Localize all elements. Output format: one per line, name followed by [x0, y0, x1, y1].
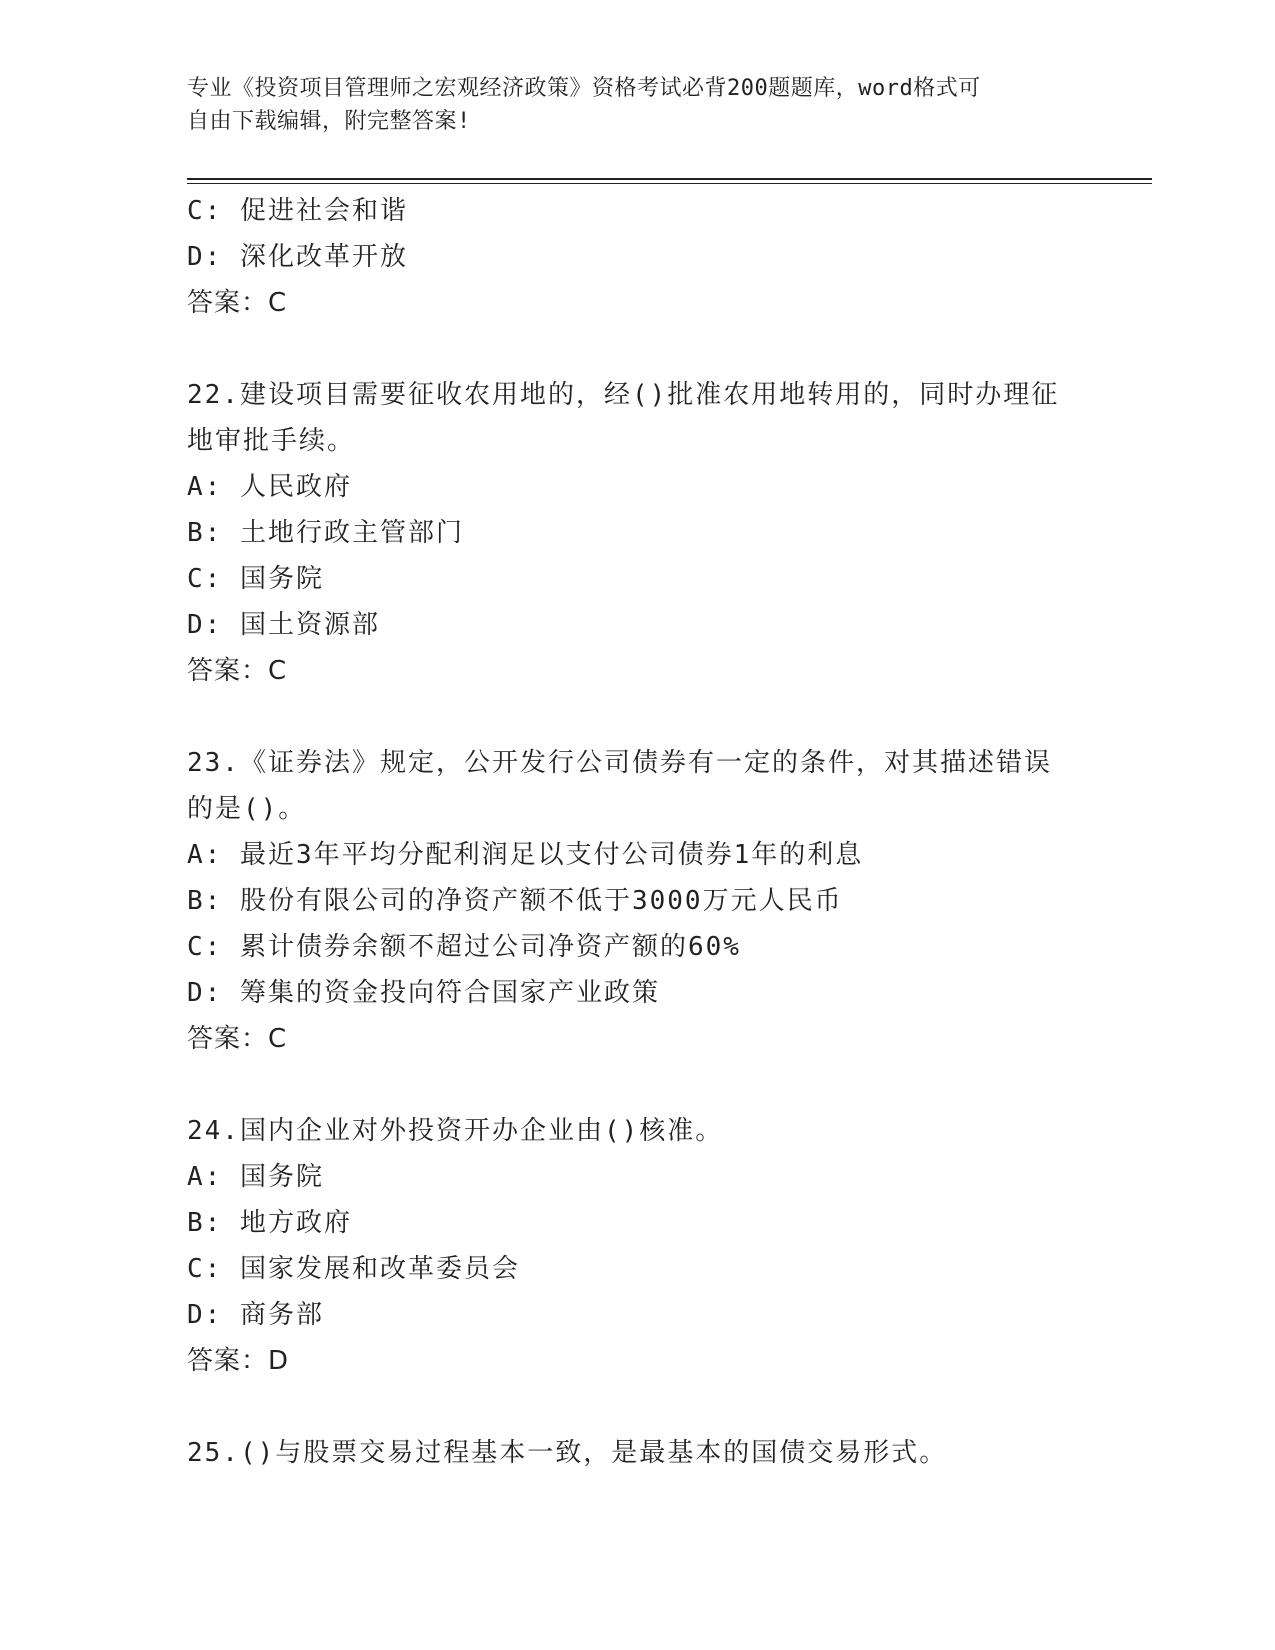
question-list [187, 188, 1087, 1476]
question-23 [187, 740, 1087, 1062]
option-d: D: 筹集的资金投向符合国家产业政策 [187, 978, 660, 1008]
question-stem-continued: 的是()。 [187, 794, 307, 824]
answer: 答案：D [187, 1346, 290, 1376]
question-22 [187, 372, 1087, 694]
question-24 [187, 1108, 1087, 1384]
option-d: D: 商务部 [187, 1300, 324, 1330]
question-21-tail [187, 188, 1087, 326]
document-header [187, 72, 1067, 138]
header-title-line-2: 自由下载编辑，附完整答案! [187, 109, 471, 134]
question-stem: 24.国内企业对外投资开办企业由()核准。 [187, 1116, 724, 1146]
answer: 答案：C [187, 1024, 288, 1054]
header-divider-thin [187, 183, 1152, 184]
option-a: A: 人民政府 [187, 472, 352, 502]
option-c: C: 国家发展和改革委员会 [187, 1254, 520, 1284]
option-d: D: 深化改革开放 [187, 242, 408, 272]
question-stem: 25.()与股票交易过程基本一致，是最基本的国债交易形式。 [187, 1438, 948, 1468]
question-stem-continued: 地审批手续。 [187, 426, 356, 456]
option-d: D: 国土资源部 [187, 610, 380, 640]
answer: 答案：C [187, 656, 288, 686]
question-stem: 22.建设项目需要征收农用地的，经()批准农用地转用的，同时办理征 [187, 380, 1060, 410]
header-title-line-1: 专业《投资项目管理师之宏观经济政策》资格考试必背200题题库，word格式可 [187, 76, 981, 101]
question-spacer [187, 1384, 1087, 1430]
option-c: C: 国务院 [187, 564, 324, 594]
option-a: A: 最近3年平均分配利润足以支付公司债券1年的利息 [187, 840, 864, 870]
question-spacer [187, 1062, 1087, 1108]
question-stem: 23.《证券法》规定，公开发行公司债券有一定的条件，对其描述错误 [187, 748, 1052, 778]
question-spacer [187, 694, 1087, 740]
header-divider-thick [187, 178, 1152, 180]
question-spacer [187, 326, 1087, 372]
option-a: A: 国务院 [187, 1162, 324, 1192]
option-b: B: 地方政府 [187, 1208, 352, 1238]
answer: 答案：C [187, 288, 288, 318]
option-b: B: 土地行政主管部门 [187, 518, 464, 548]
option-c: C: 累计债券余额不超过公司净资产额的60% [187, 932, 741, 962]
option-b: B: 股份有限公司的净资产额不低于3000万元人民币 [187, 886, 843, 916]
option-c: C: 促进社会和谐 [187, 196, 408, 226]
question-25 [187, 1430, 1087, 1476]
